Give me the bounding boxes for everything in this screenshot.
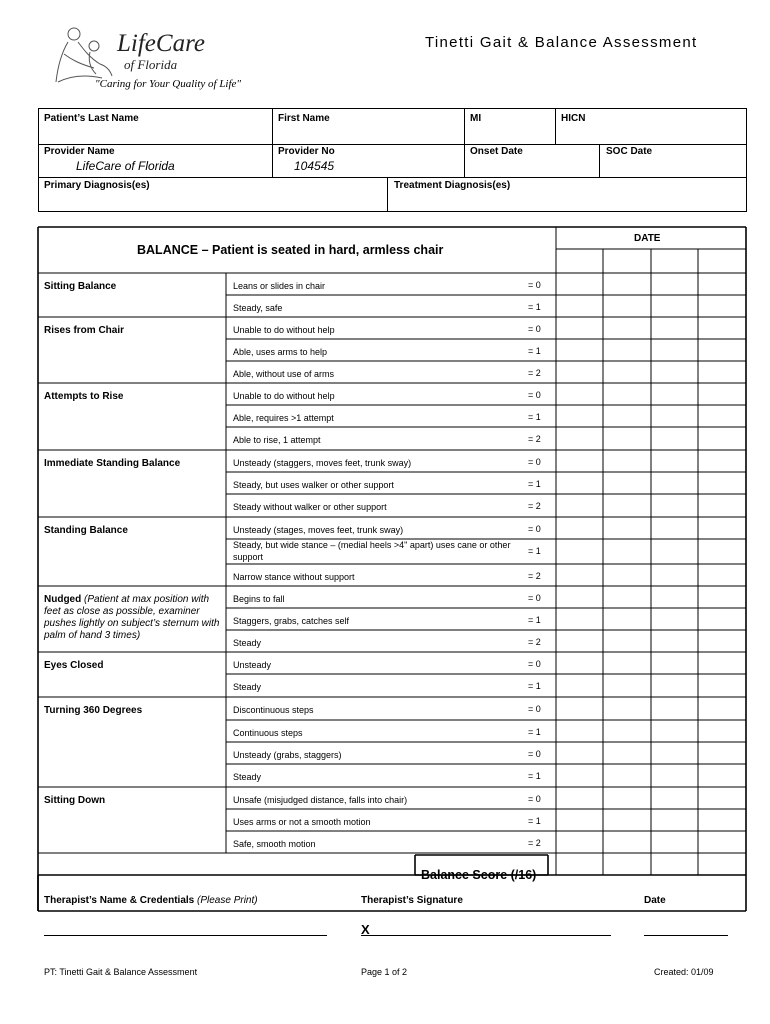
balance-heading: BALANCE – Patient is seated in hard, armless chair bbox=[137, 243, 444, 257]
option-text: Steady without walker or other support bbox=[233, 502, 387, 512]
option-score: = 0 bbox=[528, 794, 541, 804]
category-name: Nudged bbox=[44, 594, 82, 605]
option-text: Discontinuous steps bbox=[233, 705, 314, 715]
category-name: Sitting Balance bbox=[44, 281, 117, 292]
therapist-signature-line[interactable] bbox=[361, 935, 611, 936]
option-text: Continuous steps bbox=[233, 728, 303, 738]
option-text: Safe, smooth motion bbox=[233, 839, 316, 849]
therapist-name-note: (Please Print) bbox=[197, 895, 258, 906]
option-text: Steady, but uses walker or other support bbox=[233, 480, 394, 490]
document-title: Tinetti Gait & Balance Assessment bbox=[425, 34, 698, 51]
category-label bbox=[44, 325, 224, 337]
category-note: (Patient at max position with feet as close as possible, examiner pushes lightly on subject’s sternum with palm of hand 3 times) bbox=[44, 594, 220, 641]
option-score: = 1 bbox=[528, 479, 541, 489]
category-label bbox=[44, 525, 224, 537]
option-score: = 1 bbox=[528, 816, 541, 826]
category-name: Sitting Down bbox=[44, 795, 106, 806]
option-score: = 1 bbox=[528, 681, 541, 691]
option-score: = 2 bbox=[528, 434, 541, 444]
option-text: Able to rise, 1 attempt bbox=[233, 435, 321, 445]
option-score: = 1 bbox=[528, 346, 541, 356]
option-score: = 1 bbox=[528, 727, 541, 737]
option-text: Unable to do without help bbox=[233, 391, 335, 401]
category-label bbox=[44, 281, 224, 293]
option-text: Leans or slides in chair bbox=[233, 281, 326, 291]
provider-name-label: Provider Name bbox=[44, 146, 115, 157]
category-name: Immediate Standing Balance bbox=[44, 458, 181, 469]
category-label bbox=[44, 705, 224, 717]
option-score: = 0 bbox=[528, 749, 541, 759]
option-score: = 0 bbox=[528, 457, 541, 467]
treatment-diagnosis-label: Treatment Diagnosis(es) bbox=[394, 180, 511, 191]
category-name: Rises from Chair bbox=[44, 325, 125, 336]
option-text: Able, without use of arms bbox=[233, 369, 335, 379]
category-name: Turning 360 Degrees bbox=[44, 705, 143, 716]
signature-x-mark: X bbox=[361, 922, 370, 937]
provider-no-value[interactable]: 104545 bbox=[294, 159, 335, 173]
option-score: = 1 bbox=[528, 771, 541, 781]
signature-date-line[interactable] bbox=[644, 935, 728, 936]
logo-subtitle: of Florida bbox=[124, 57, 178, 72]
logo-tagline: "Caring for Your Quality of Life" bbox=[95, 78, 242, 90]
option-text: Steady, safe bbox=[233, 303, 283, 313]
option-score: = 2 bbox=[528, 637, 541, 647]
footer-created-date: Created: 01/09 bbox=[654, 967, 714, 977]
option-score: = 2 bbox=[528, 368, 541, 378]
option-text: Begins to fall bbox=[233, 594, 285, 604]
option-score: = 0 bbox=[528, 659, 541, 669]
option-text: Steady bbox=[233, 638, 262, 648]
therapist-signature-label: Therapist’s Signature bbox=[361, 895, 463, 906]
option-score: = 1 bbox=[528, 546, 541, 556]
category-name: Standing Balance bbox=[44, 525, 128, 536]
option-text: Unsteady (grabs, staggers) bbox=[233, 750, 342, 760]
option-text: Unable to do without help bbox=[233, 325, 335, 335]
first-name-label: First Name bbox=[278, 113, 330, 124]
balance-score-label: Balance Score (/16) bbox=[421, 868, 537, 882]
option-score: = 0 bbox=[528, 324, 541, 334]
option-text: Steady, but wide stance – (medial heels >4" apart) uses cane or other support bbox=[233, 540, 511, 562]
option-text: Able, uses arms to help bbox=[233, 347, 328, 357]
option-text: Staggers, grabs, catches self bbox=[233, 616, 350, 626]
therapist-name-line[interactable] bbox=[44, 935, 327, 936]
option-score: = 1 bbox=[528, 302, 541, 312]
option-score: = 0 bbox=[528, 704, 541, 714]
footer-form-name: PT: Tinetti Gait & Balance Assessment bbox=[44, 967, 198, 977]
category-label bbox=[44, 660, 224, 672]
option-text: Steady bbox=[233, 772, 262, 782]
option-text: Able, requires >1 attempt bbox=[233, 413, 334, 423]
therapist-name-label: Therapist’s Name & Credentials (Please Print) bbox=[44, 895, 258, 906]
option-text: Unsteady (stages, moves feet, trunk sway) bbox=[233, 525, 404, 535]
patient-last-name-label: Patient’s Last Name bbox=[44, 113, 139, 124]
option-text: Narrow stance without support bbox=[233, 572, 355, 582]
option-score: = 0 bbox=[528, 390, 541, 400]
option-score: = 2 bbox=[528, 501, 541, 511]
date-label: DATE bbox=[634, 233, 661, 244]
soc-date-label: SOC Date bbox=[606, 146, 653, 157]
option-text: Steady bbox=[233, 682, 262, 692]
hicn-label: HICN bbox=[561, 113, 586, 124]
category-label bbox=[44, 391, 224, 403]
option-score: = 2 bbox=[528, 838, 541, 848]
category-label bbox=[44, 594, 224, 642]
option-score: = 0 bbox=[528, 280, 541, 290]
logo-name: LifeCare bbox=[117, 30, 205, 57]
option-text: Uses arms or not a smooth motion bbox=[233, 817, 371, 827]
option-score: = 1 bbox=[528, 615, 541, 625]
option-score: = 0 bbox=[528, 593, 541, 603]
category-label bbox=[44, 795, 224, 807]
option-score: = 1 bbox=[528, 412, 541, 422]
category-label bbox=[44, 458, 224, 470]
provider-no-label: Provider No bbox=[278, 146, 335, 157]
provider-name-value[interactable]: LifeCare of Florida bbox=[76, 159, 175, 173]
category-name: Eyes Closed bbox=[44, 660, 104, 671]
option-score: = 0 bbox=[528, 524, 541, 534]
primary-diagnosis-label: Primary Diagnosis(es) bbox=[44, 180, 150, 191]
option-score: = 2 bbox=[528, 571, 541, 581]
footer-page-number: Page 1 of 2 bbox=[361, 967, 408, 977]
option-text: Unsteady bbox=[233, 660, 272, 670]
mi-label: MI bbox=[470, 113, 482, 124]
option-text: Unsteady (staggers, moves feet, trunk sway) bbox=[233, 458, 412, 468]
category-name: Attempts to Rise bbox=[44, 391, 124, 402]
option-text: Unsafe (misjudged distance, falls into chair) bbox=[233, 795, 408, 805]
onset-date-label: Onset Date bbox=[470, 146, 523, 157]
signature-date-label: Date bbox=[644, 895, 666, 906]
